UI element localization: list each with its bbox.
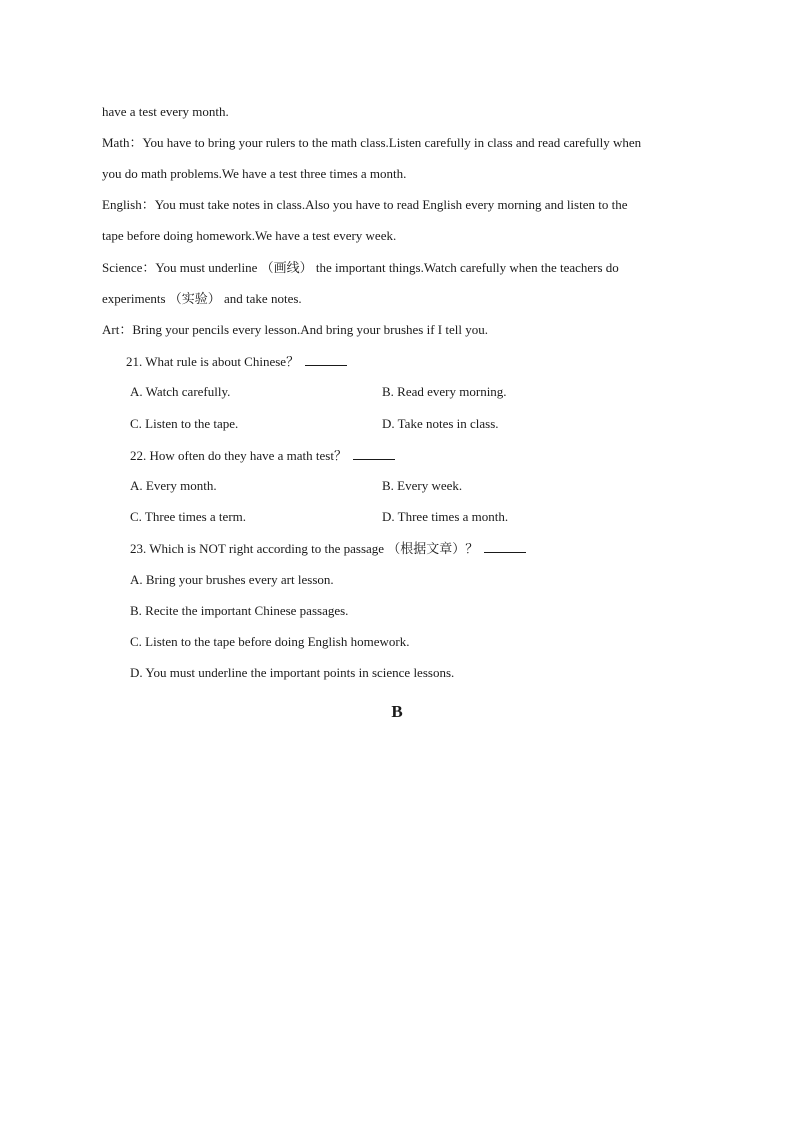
answer-blank[interactable]	[305, 353, 347, 366]
passage-line: Art：Bring your pencils every lesson.And bring your brushes if I tell you.	[102, 322, 488, 337]
option-c: C. Three times a term.	[130, 509, 247, 524]
question-stem: 23. Which is NOT right according to the passage （根据文章）？	[130, 541, 479, 556]
option-c: C. Listen to the tape before doing English homework.	[130, 634, 410, 649]
section-heading: B	[391, 702, 403, 721]
question-23	[130, 540, 526, 557]
option-b: B. Every week.	[382, 478, 463, 493]
passage-line: Math：You have to bring your rulers to the math class.Listen carefully in class and read carefully when	[102, 135, 642, 150]
option-d: D. Three times a month.	[382, 509, 509, 524]
option-b: B. Recite the important Chinese passages.	[130, 603, 349, 618]
option-b: B. Read every morning.	[382, 384, 507, 399]
passage-line: you do math problems.We have a test three times a month.	[102, 166, 407, 181]
answer-blank[interactable]	[353, 447, 395, 460]
passage-line: experiments （实验） and take notes.	[102, 291, 302, 306]
option-a: A. Every month.	[130, 478, 217, 493]
option-a: A. Bring your brushes every art lesson.	[130, 572, 334, 587]
question-21	[126, 353, 347, 370]
question-22	[130, 447, 395, 464]
answer-blank[interactable]	[484, 540, 526, 553]
option-d: D. You must underline the important points in science lessons.	[130, 665, 455, 680]
option-c: C. Listen to the tape.	[130, 416, 239, 431]
passage-line: tape before doing homework.We have a test every week.	[102, 228, 397, 243]
question-stem: 22. How often do they have a math test？	[130, 448, 347, 463]
passage-line: English：You must take notes in class.Also you have to read English every morning and listen to the	[102, 197, 628, 212]
passage-line: Science：You must underline （画线） the important things.Watch carefully when the teachers do	[102, 260, 619, 275]
option-a: A. Watch carefully.	[130, 384, 231, 399]
passage-line: have a test every month.	[102, 104, 229, 119]
question-stem: 21. What rule is about Chinese？	[126, 354, 300, 369]
option-d: D. Take notes in class.	[382, 416, 499, 431]
